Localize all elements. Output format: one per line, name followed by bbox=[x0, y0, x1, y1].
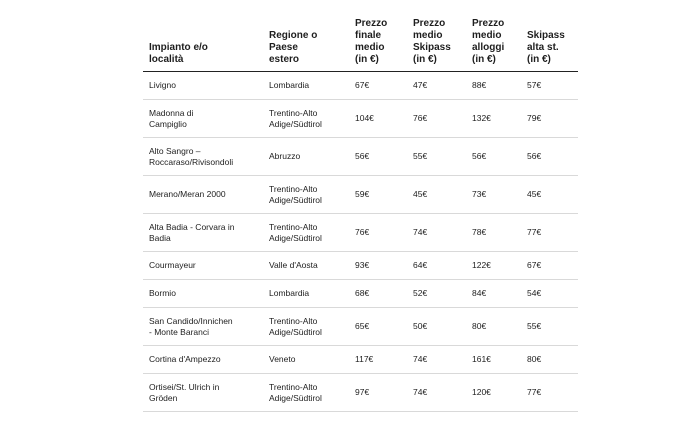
cell-location: Merano/Meran 2000 bbox=[143, 176, 263, 214]
cell-final-price: 65€ bbox=[349, 308, 407, 346]
cell-final-price: 104€ bbox=[349, 100, 407, 138]
cell-skipass-price: 74€ bbox=[407, 374, 466, 412]
cell-skipass-price: 55€ bbox=[407, 138, 466, 176]
cell-final-price: 68€ bbox=[349, 280, 407, 308]
cell-skipass-price: 64€ bbox=[407, 252, 466, 280]
cell-high-season-skipass: 56€ bbox=[521, 138, 578, 176]
cell-skipass-price: 47€ bbox=[407, 72, 466, 100]
cell-location: Cortina d'Ampezzo bbox=[143, 346, 263, 374]
cell-final-price: 76€ bbox=[349, 214, 407, 252]
cell-region: Abruzzo bbox=[263, 138, 349, 176]
cell-region: Lombardia bbox=[263, 72, 349, 100]
cell-final-price: 67€ bbox=[349, 72, 407, 100]
cell-region: Trentino-Alto Adige/Südtirol bbox=[263, 214, 349, 252]
cell-final-price: 56€ bbox=[349, 138, 407, 176]
cell-high-season-skipass: 79€ bbox=[521, 100, 578, 138]
cell-location: Alto Sangro – Roccaraso/Rivisondoli bbox=[143, 138, 263, 176]
table-header-row bbox=[143, 14, 578, 72]
cell-location: Courmayeur bbox=[143, 252, 263, 280]
cell-high-season-skipass: 57€ bbox=[521, 72, 578, 100]
cell-final-price: 117€ bbox=[349, 346, 407, 374]
cell-final-price: 93€ bbox=[349, 252, 407, 280]
cell-region: Veneto bbox=[263, 346, 349, 374]
cell-skipass-price: 50€ bbox=[407, 308, 466, 346]
table-row bbox=[143, 308, 578, 346]
cell-region: Trentino-Alto Adige/Südtirol bbox=[263, 176, 349, 214]
table-row bbox=[143, 280, 578, 308]
cell-high-season-skipass: 45€ bbox=[521, 176, 578, 214]
header-region: Regione o Paese estero bbox=[263, 14, 349, 72]
cell-region: Trentino-Alto Adige/Südtirol bbox=[263, 374, 349, 412]
cell-lodging-price: 73€ bbox=[466, 176, 521, 214]
cell-lodging-price: 88€ bbox=[466, 72, 521, 100]
cell-high-season-skipass: 54€ bbox=[521, 280, 578, 308]
header-location: Impianto e/o località bbox=[143, 14, 263, 72]
cell-skipass-price: 74€ bbox=[407, 346, 466, 374]
cell-final-price: 97€ bbox=[349, 374, 407, 412]
cell-high-season-skipass: 55€ bbox=[521, 308, 578, 346]
header-skipass-price: Prezzo medio Skipass (in €) bbox=[407, 14, 466, 72]
table-row bbox=[143, 72, 578, 100]
cell-location: Bormio bbox=[143, 280, 263, 308]
cell-skipass-price: 76€ bbox=[407, 100, 466, 138]
cell-lodging-price: 80€ bbox=[466, 308, 521, 346]
cell-lodging-price: 78€ bbox=[466, 214, 521, 252]
cell-location: Madonna di Campiglio bbox=[143, 100, 263, 138]
header-high-season-skipass: Skipass alta st. (in €) bbox=[521, 14, 578, 72]
cell-high-season-skipass: 77€ bbox=[521, 374, 578, 412]
ski-resort-price-table bbox=[143, 14, 578, 412]
cell-lodging-price: 120€ bbox=[466, 374, 521, 412]
cell-lodging-price: 122€ bbox=[466, 252, 521, 280]
cell-high-season-skipass: 67€ bbox=[521, 252, 578, 280]
cell-skipass-price: 52€ bbox=[407, 280, 466, 308]
cell-location: Ortisei/St. Ulrich in Gröden bbox=[143, 374, 263, 412]
cell-location: Alta Badia - Corvara in Badia bbox=[143, 214, 263, 252]
cell-location: San Candido/Innichen - Monte Baranci bbox=[143, 308, 263, 346]
table-row bbox=[143, 100, 578, 138]
table-row bbox=[143, 214, 578, 252]
cell-region: Trentino-Alto Adige/Südtirol bbox=[263, 308, 349, 346]
cell-high-season-skipass: 80€ bbox=[521, 346, 578, 374]
cell-skipass-price: 45€ bbox=[407, 176, 466, 214]
cell-region: Lombardia bbox=[263, 280, 349, 308]
cell-lodging-price: 56€ bbox=[466, 138, 521, 176]
cell-skipass-price: 74€ bbox=[407, 214, 466, 252]
header-lodging-price: Prezzo medio alloggi (in €) bbox=[466, 14, 521, 72]
cell-lodging-price: 84€ bbox=[466, 280, 521, 308]
cell-final-price: 59€ bbox=[349, 176, 407, 214]
table-row bbox=[143, 346, 578, 374]
table-row bbox=[143, 176, 578, 214]
cell-location: Livigno bbox=[143, 72, 263, 100]
header-final-price: Prezzo finale medio (in €) bbox=[349, 14, 407, 72]
cell-lodging-price: 132€ bbox=[466, 100, 521, 138]
cell-region: Trentino-Alto Adige/Südtirol bbox=[263, 100, 349, 138]
table-row bbox=[143, 374, 578, 412]
cell-high-season-skipass: 77€ bbox=[521, 214, 578, 252]
table-row bbox=[143, 252, 578, 280]
cell-lodging-price: 161€ bbox=[466, 346, 521, 374]
table-row bbox=[143, 138, 578, 176]
cell-region: Valle d'Aosta bbox=[263, 252, 349, 280]
